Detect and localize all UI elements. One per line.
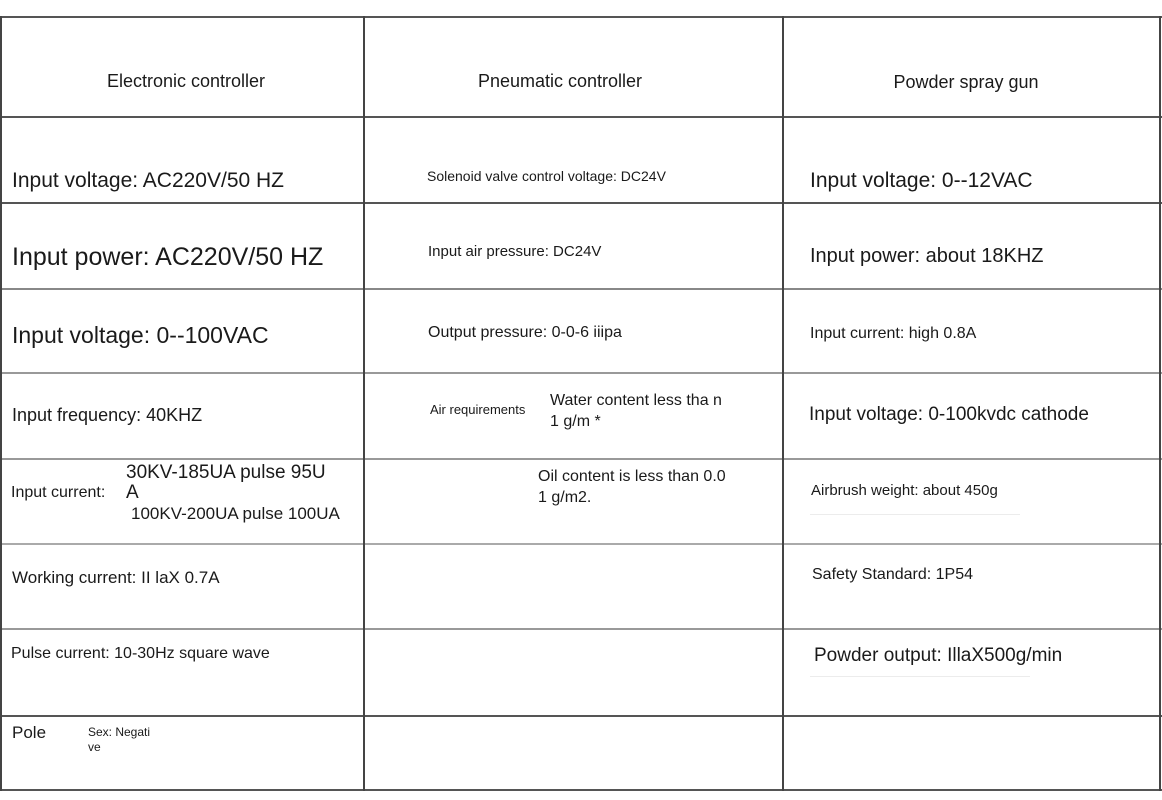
gun-airbrush-weight: Airbrush weight: about 450g (811, 482, 998, 499)
gun-input-voltage-cathode: Input voltage: 0-100kvdc cathode (809, 404, 1089, 425)
header-powder-spray-gun: Powder spray gun (893, 72, 1039, 92)
electronic-working-current: Working current: II laX 0.7A (12, 568, 220, 587)
gun-safety-standard: Safety Standard: 1P54 (812, 566, 973, 583)
pneumatic-solenoid-voltage: Solenoid valve control voltage: DC24V (427, 168, 666, 184)
table-border-bottom (0, 789, 1162, 791)
row-divider (0, 543, 1162, 545)
gun-input-current: Input current: high 0.8A (810, 325, 977, 342)
header-divider (0, 116, 1162, 118)
electronic-input-frequency: Input frequency: 40KHZ (12, 405, 203, 425)
row-divider (0, 458, 1162, 460)
pneumatic-input-air-pressure: Input air pressure: DC24V (428, 243, 602, 260)
electronic-input-power: Input power: AC220V/50 HZ (12, 243, 324, 271)
gun-input-power: Input power: about 18KHZ (810, 245, 1044, 267)
faint-line (810, 676, 1030, 677)
electronic-input-voltage: Input voltage: AC220V/50 HZ (12, 169, 285, 192)
header-electronic-controller: Electronic controller (106, 71, 266, 91)
gun-input-voltage: Input voltage: 0--12VAC (810, 169, 1033, 192)
electronic-pulse-current: Pulse current: 10-30Hz square wave (11, 645, 270, 662)
column-divider (782, 16, 784, 791)
row-divider (0, 288, 1162, 290)
electronic-input-current-label: Input current: (11, 484, 106, 501)
electronic-pole-label: Pole (12, 723, 47, 742)
pneumatic-oil-content: Oil content is less than 0.0 1 g/m2. (538, 468, 726, 506)
pneumatic-water-content: Water content less tha n 1 g/m * (550, 392, 722, 430)
electronic-pole-value: Sex: Negati ve (88, 725, 151, 754)
gun-powder-output: Powder output: IllaX500g/min (814, 645, 1063, 666)
column-divider (363, 16, 365, 791)
table-border-top (0, 16, 1162, 18)
header-pneumatic-controller: Pneumatic controller (477, 71, 643, 91)
faint-line (810, 514, 1020, 515)
electronic-input-current-value-2: 100KV-200UA pulse 100UA (131, 504, 340, 523)
pneumatic-output-pressure: Output pressure: 0-0-6 iiipa (428, 324, 622, 341)
row-divider (0, 372, 1162, 374)
row-divider (0, 715, 1162, 717)
electronic-input-voltage-range: Input voltage: 0--100VAC (12, 322, 269, 348)
electronic-input-current-value-1: 30KV-185UA pulse 95U A (126, 462, 326, 503)
row-divider (0, 628, 1162, 630)
pneumatic-air-requirements-label: Air requirements (430, 402, 526, 417)
table-border-left (0, 16, 2, 791)
row-divider (0, 202, 1162, 204)
table-border-right (1159, 16, 1161, 791)
